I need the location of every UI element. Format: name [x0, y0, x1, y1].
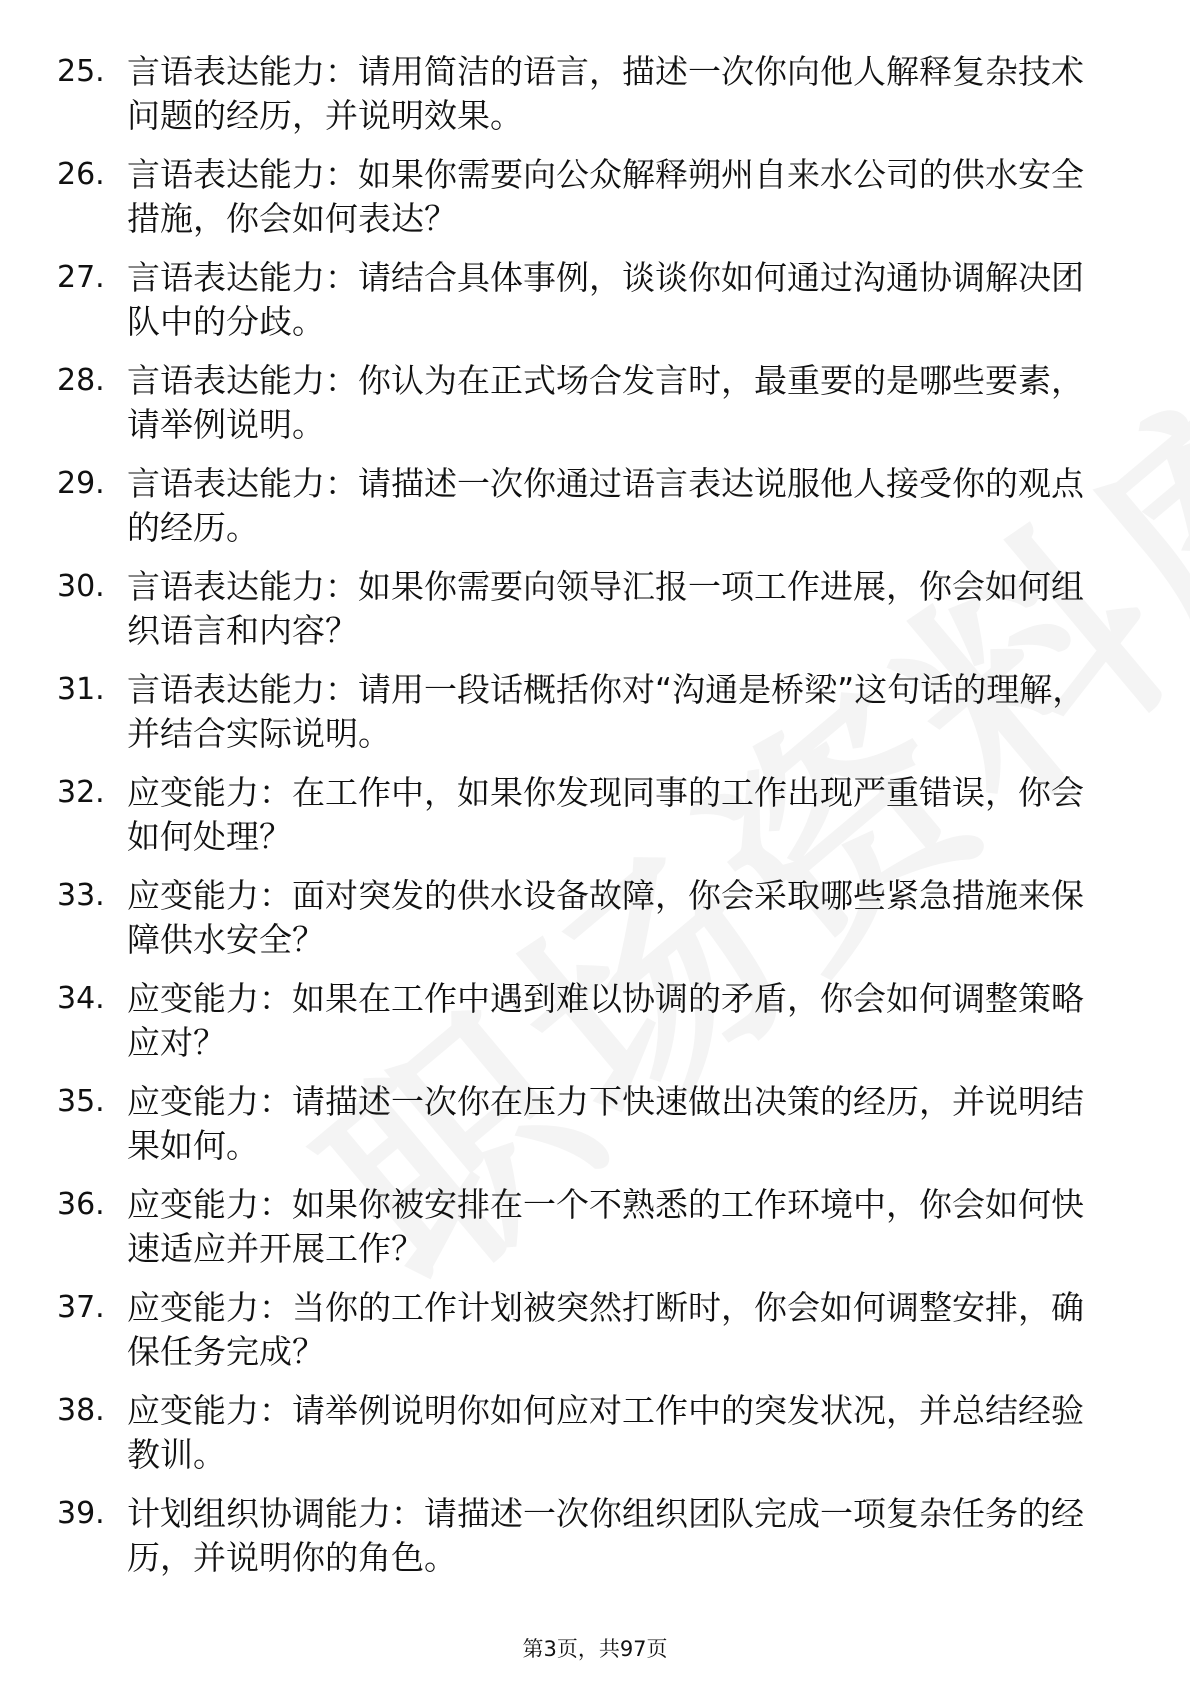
question-number: 32.: [57, 775, 105, 810]
question-text: 应变能力：当你的工作计划被突然打断时，你会如何调整安排，确保任务完成？: [127, 1288, 1084, 1371]
question-item: [0, 153, 1190, 256]
question-text: 应变能力：面对突发的供水设备故障，你会采取哪些紧急措施来保障供水安全？: [127, 876, 1084, 959]
question-text: 应变能力：在工作中，如果你发现同事的工作出现严重错误，你会如何处理？: [127, 773, 1084, 856]
question-number: 25.: [57, 54, 105, 89]
question-number: 37.: [57, 1290, 105, 1325]
question-text: 应变能力：请描述一次你在压力下快速做出决策的经历，并说明结果如何。: [127, 1082, 1084, 1165]
question-number: 30.: [57, 569, 105, 604]
question-item: [0, 1080, 1190, 1183]
question-item: [0, 1286, 1190, 1389]
question-text: 言语表达能力：请结合具体事例，谈谈你如何通过沟通协调解决团队中的分歧。: [127, 258, 1084, 341]
question-text: 计划组织协调能力：请描述一次你组织团队完成一项复杂任务的经历，并说明你的角色。: [127, 1494, 1084, 1577]
question-item: [0, 977, 1190, 1080]
question-number: 39.: [57, 1496, 105, 1531]
question-text: 言语表达能力：如果你需要向领导汇报一项工作进展，你会如何组织语言和内容？: [127, 567, 1084, 650]
question-number: 29.: [57, 466, 105, 501]
question-text: 应变能力：如果在工作中遇到难以协调的矛盾，你会如何调整策略应对？: [127, 979, 1084, 1062]
question-number: 34.: [57, 981, 105, 1016]
question-item: [0, 462, 1190, 565]
question-item: [0, 874, 1190, 977]
question-number: 38.: [57, 1393, 105, 1428]
question-number: 27.: [57, 260, 105, 295]
question-item: [0, 50, 1190, 153]
question-item: [0, 256, 1190, 359]
question-text: 言语表达能力：请描述一次你通过语言表达说服他人接受你的观点的经历。: [127, 464, 1084, 547]
question-item: [0, 668, 1190, 771]
question-item: [0, 771, 1190, 874]
question-text: 应变能力：请举例说明你如何应对工作中的突发状况，并总结经验教训。: [127, 1391, 1084, 1474]
question-item: [0, 565, 1190, 668]
question-number: 36.: [57, 1187, 105, 1222]
question-text: 应变能力：如果你被安排在一个不熟悉的工作环境中，你会如何快速适应并开展工作？: [127, 1185, 1084, 1268]
question-number: 31.: [57, 672, 105, 707]
question-text: 言语表达能力：如果你需要向公众解释朔州自来水公司的供水安全措施，你会如何表达？: [127, 155, 1084, 238]
page-number-label: 第3页，共97页: [522, 1637, 668, 1661]
question-list: [0, 50, 1190, 1595]
question-item: [0, 359, 1190, 462]
question-text: 言语表达能力：你认为在正式场合发言时，最重要的是哪些要素，请举例说明。: [127, 361, 1084, 444]
question-number: 35.: [57, 1084, 105, 1119]
question-number: 26.: [57, 157, 105, 192]
question-number: 33.: [57, 878, 105, 913]
question-text: 言语表达能力：请用简洁的语言，描述一次你向他人解释复杂技术问题的经历，并说明效果。: [127, 52, 1084, 135]
question-item: [0, 1492, 1190, 1595]
page-footer: [0, 1634, 1190, 1664]
question-number: 28.: [57, 363, 105, 398]
question-item: [0, 1389, 1190, 1492]
question-item: [0, 1183, 1190, 1286]
question-text: 言语表达能力：请用一段话概括你对“沟通是桥梁”这句话的理解，并结合实际说明。: [127, 670, 1086, 753]
